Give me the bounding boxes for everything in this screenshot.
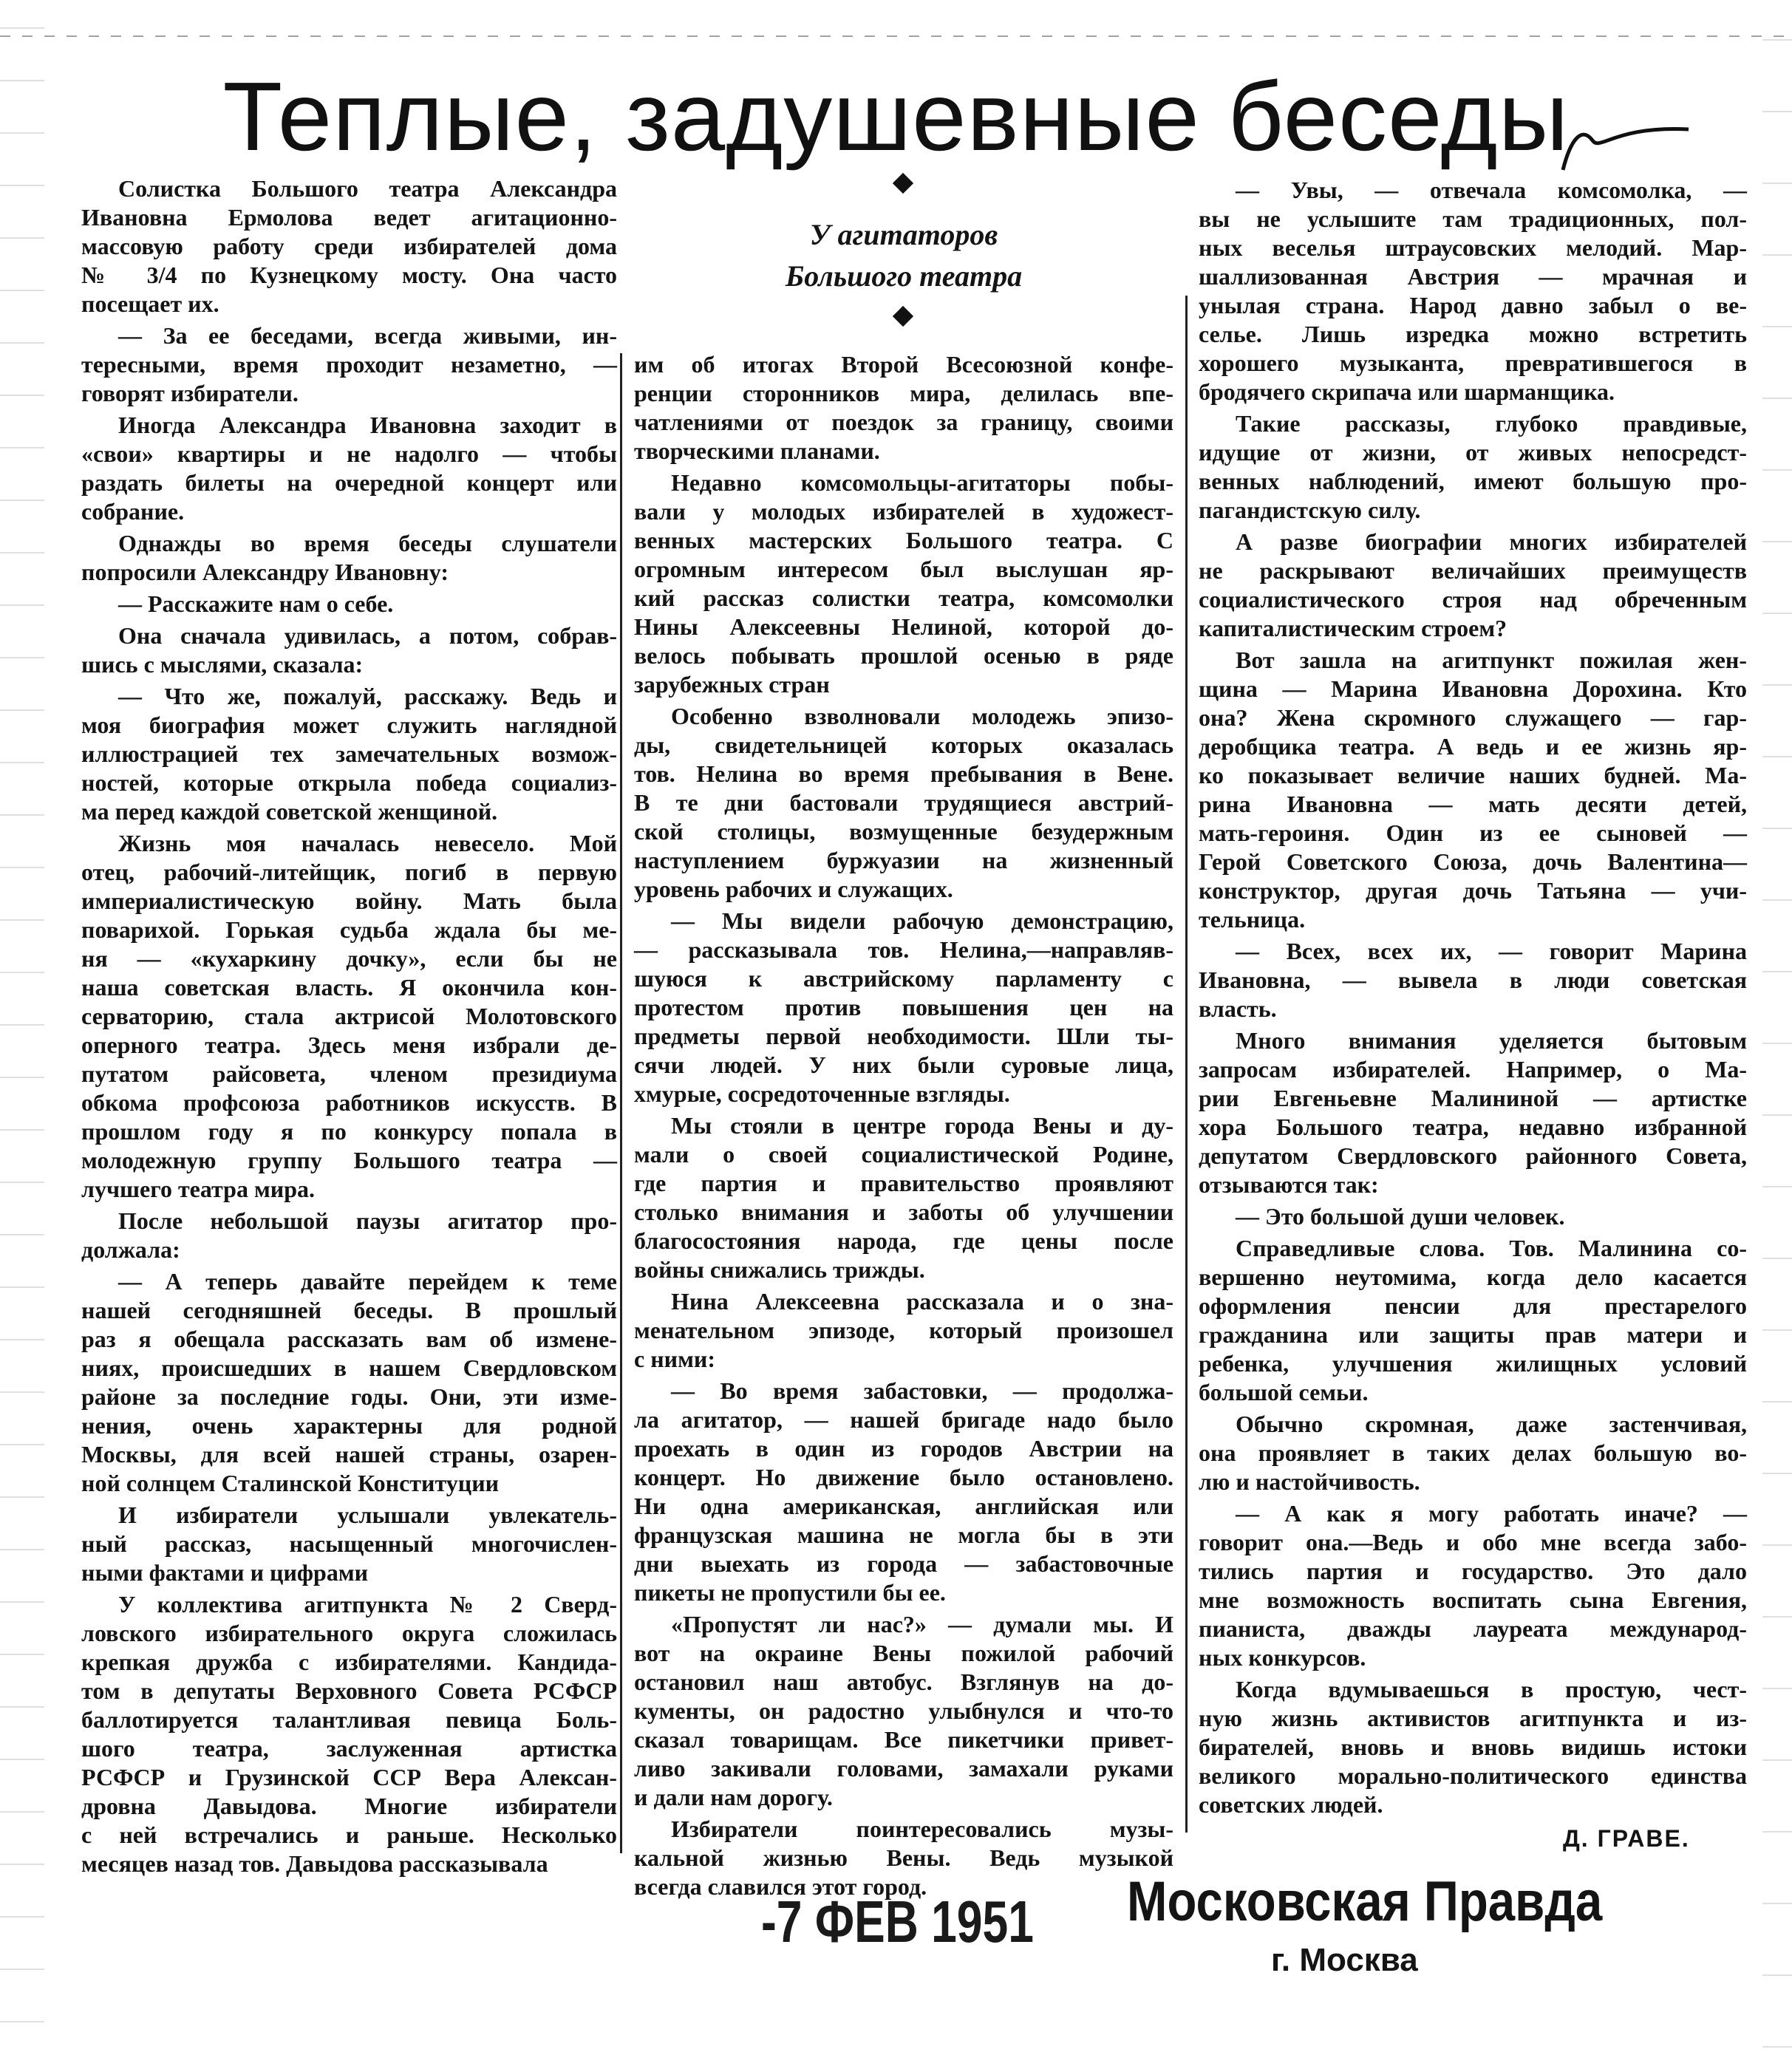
headline: Теплые, задушевные беседы <box>222 62 1570 171</box>
subhead-line-2: Большого театра <box>785 259 1023 293</box>
text-line: серваторию, стала актрисой Молотовского <box>81 1003 617 1029</box>
scan-edge-right <box>1762 0 1792 2069</box>
text-line: иллюстрацией тех замечательных возмож- <box>81 740 617 767</box>
subhead-line-1: У агитаторов <box>809 218 998 251</box>
text-line: отец, рабочий-литейщик, погиб в первую <box>81 859 617 885</box>
text-line: тельница. <box>1199 906 1306 933</box>
text-line: предметы первой необходимости. Шли ты- <box>634 1023 1173 1049</box>
text-line: кальной жизнью Вены. Ведь музыкой <box>634 1844 1173 1871</box>
text-line: молодежную группу Большого театра — <box>81 1147 617 1173</box>
text-line: большой семьи. <box>1199 1379 1369 1405</box>
paragraph <box>1199 1499 1747 1672</box>
paragraph <box>634 1111 1173 1284</box>
scan-edge-left <box>0 0 44 2069</box>
text-line: пианиста, дважды лауреата международ- <box>1199 1615 1747 1642</box>
text-line: — За ее беседами, всегда живыми, ин- <box>118 322 617 349</box>
text-line: баллотируется талантливая певица Боль- <box>81 1706 617 1733</box>
text-line: Особенно взволновали молодежь эпизо- <box>671 703 1173 729</box>
text-line: Ивановна Ермолова ведет агитационно- <box>81 204 617 231</box>
text-line: ную жизнь активистов агитпункта и из- <box>1199 1705 1747 1731</box>
text-line: шаллизованная Австрия — мрачная и <box>1199 263 1747 290</box>
text-line: районе за последние годы. Они, эти изме- <box>81 1383 617 1410</box>
text-line: пагандистскую силу. <box>1199 497 1421 523</box>
text-line: После небольшой паузы агитатор про- <box>118 1207 617 1234</box>
paragraph <box>1199 1202 1747 1231</box>
text-line: Солистка Большого театра Александра <box>118 175 617 202</box>
text-line: отзываются так: <box>1199 1171 1379 1198</box>
text-line: чатлениями от поездок за границу, своими <box>634 409 1173 435</box>
text-line: — Мы видели рабочую демонстрацию, <box>671 907 1173 934</box>
text-line: ла агитатор, — нашей бригаде надо было <box>634 1406 1173 1433</box>
article-column-2 <box>634 350 1173 1904</box>
paragraph <box>1199 1410 1747 1496</box>
text-line: селье. Лишь изредка можно встретить <box>1199 321 1747 347</box>
paragraph <box>81 321 617 408</box>
text-line: — Увы, — отвечала комсомолка, — <box>1236 177 1747 203</box>
paragraph <box>81 1590 617 1878</box>
paragraph <box>1199 937 1747 1023</box>
text-line: ниях, происшедших в нашем Свердловском <box>81 1354 617 1381</box>
text-line: — рассказывала тов. Нелина,—направляв- <box>634 936 1173 963</box>
text-line: «Пропустят ли нас?» — думали мы. И <box>671 1611 1173 1637</box>
text-line: сказал товарищам. Все пикетчики привет- <box>634 1726 1173 1753</box>
text-line: остановил наш автобус. Взглянув на до- <box>634 1669 1173 1695</box>
paragraph <box>81 529 617 587</box>
text-line: протестом против повышения цен на <box>634 994 1173 1020</box>
text-line: — Это большой души человек. <box>1236 1203 1565 1230</box>
text-line: должала: <box>81 1236 180 1263</box>
column-rule <box>620 353 622 1853</box>
text-line: с ней встречались и раньше. Несколько <box>81 1821 617 1848</box>
text-line: Ни одна американская, английская или <box>634 1493 1173 1519</box>
paragraph <box>81 1207 617 1264</box>
clipping-top-edge <box>0 35 1792 37</box>
text-line: говорят избиратели. <box>81 380 299 406</box>
text-line: пикеты не пропустили бы ее. <box>634 1579 946 1606</box>
ornament-diamond-icon <box>893 306 913 327</box>
text-line: ловского избирательного округа сложилась <box>81 1620 617 1646</box>
text-line: бирателей, вновь и вновь видишь истоки <box>1199 1734 1747 1760</box>
text-line: Справедливые слова. Тов. Малинина со- <box>1236 1235 1747 1261</box>
text-line: обкома профсоюза работников искусств. В <box>81 1089 617 1116</box>
text-line: № 3/4 по Кузнецкому мосту. Она часто <box>81 262 617 288</box>
text-line: тились партия и государство. Это дало <box>1199 1558 1747 1584</box>
text-line: Москвы, для всей нашей страны, озарен- <box>81 1441 617 1468</box>
text-line: оперного театра. Здесь меня избрали де- <box>81 1032 617 1058</box>
paragraph <box>81 1501 617 1587</box>
text-line: всегда славился этот город. <box>634 1873 927 1900</box>
text-line: запросам избирателей. Например, о Ма- <box>1199 1056 1747 1083</box>
text-line: империалистическую войну. Мать была <box>81 887 617 914</box>
text-line: уровень рабочих и служащих. <box>634 876 953 902</box>
text-line: хора Большого театра, недавно избранной <box>1199 1114 1747 1140</box>
text-line: она проявляет в таких делах большую во- <box>1199 1439 1747 1466</box>
text-line: дровна Давыдова. Многие избиратели <box>81 1793 617 1819</box>
text-line: менательном эпизоде, который произошел <box>634 1317 1173 1343</box>
paragraph <box>634 1377 1173 1607</box>
text-line: ный рассказ, насыщенный многочислен- <box>81 1530 617 1557</box>
article-column-1 <box>81 174 617 1881</box>
text-line: тересными, время проходит незаметно, — <box>81 351 617 378</box>
paragraph <box>81 411 617 526</box>
text-line: бродячего скрипача или шарманщика. <box>1199 378 1615 405</box>
text-line: шуюся к австрийскому парламенту с <box>634 965 1173 992</box>
text-line: мали о своей социалистической Родине, <box>634 1141 1173 1168</box>
text-line: раздать билеты на очередной концерт или <box>81 469 617 496</box>
column-rule <box>1185 296 1188 1833</box>
text-line: месяцев назад тов. Давыдова рассказывала <box>81 1850 548 1877</box>
text-line: — Всех, всех их, — говорит Марина <box>1236 938 1747 964</box>
text-line: где партия и правительство проявляют <box>634 1170 1173 1196</box>
text-line: Мы стояли в центре города Вены и ду- <box>671 1112 1173 1139</box>
paragraph <box>634 350 1173 466</box>
text-line: Нина Алексеевна рассказала и о зна- <box>671 1288 1173 1315</box>
text-line: наша советская власть. Я окончила кон- <box>81 974 617 1001</box>
text-line: хмурые, сосредоточенные взгляды. <box>634 1080 1010 1107</box>
paragraph <box>1199 409 1747 525</box>
paragraph <box>634 1287 1173 1374</box>
text-line: ностей, которые открыла победа социализ- <box>81 769 617 796</box>
paragraph <box>1199 1675 1747 1819</box>
text-line: И избиратели услышали увлекатель- <box>118 1502 617 1528</box>
text-line: крепкая дружба с избирателями. Кандида- <box>81 1649 617 1675</box>
text-line: Однажды во время беседы слушатели <box>118 530 617 556</box>
text-line: массовую работу среди избирателей дома <box>81 233 617 259</box>
text-line: лучшего театра мира. <box>81 1176 315 1202</box>
text-line: Жизнь моя началась невесело. Мой <box>118 830 617 856</box>
text-line: ными фактами и цифрами <box>81 1559 369 1586</box>
text-line: Нины Алексеевны Нелиной, которой до- <box>634 613 1173 640</box>
text-line: столько внимания и заботы об улучшении <box>634 1199 1173 1225</box>
text-line: поварихой. Горькая судьба ждала бы ме- <box>81 916 617 943</box>
text-line: тов. Нелина во время пребывания в Вене. <box>634 760 1173 787</box>
paragraph <box>81 621 617 679</box>
paragraph <box>634 702 1173 904</box>
text-line: том в депутаты Верховного Совета РСФСР <box>81 1677 617 1704</box>
text-line: войны снижались трижды. <box>634 1256 925 1283</box>
text-line: великого морально-политического единства <box>1199 1762 1747 1789</box>
text-line: зарубежных стран <box>634 671 830 698</box>
text-line: нения, очень характерны для родной <box>81 1412 617 1439</box>
text-line: ской столицы, возмущенные безудержным <box>634 818 1173 845</box>
text-line: Недавно комсомольцы-агитаторы побы- <box>671 469 1173 496</box>
text-line: ных конкурсов. <box>1199 1644 1366 1671</box>
text-line: Иногда Александра Ивановна заходит в <box>118 412 617 438</box>
text-line: рина Ивановна — мать десяти детей, <box>1199 791 1747 817</box>
text-line: собрание. <box>81 498 185 525</box>
paragraph <box>81 590 617 618</box>
paragraph <box>1199 1234 1747 1407</box>
text-line: «свои» квартиры и не надолго — чтобы <box>81 440 617 467</box>
paragraph <box>81 1267 617 1498</box>
text-line: наступлением буржуазии на жизненный <box>634 847 1173 873</box>
text-line: сячи людей. У них были суровые лица, <box>634 1051 1173 1078</box>
newspaper-city: г. Москва <box>1271 1942 1418 1978</box>
text-line: попросили Александру Ивановну: <box>81 559 449 585</box>
text-line: ной солнцем Сталинской Конституции <box>81 1470 500 1496</box>
text-line: вот на окраине Вены пожилой рабочий <box>634 1640 1173 1666</box>
text-line: ня — «кухаркину дочку», если бы не <box>81 945 617 972</box>
date-stamp: -7 ФЕВ 1951 <box>761 1889 1034 1954</box>
pen-mark-icon <box>1548 96 1696 177</box>
ornament-diamond-icon <box>893 173 913 194</box>
text-line: Много внимания уделяется бытовым <box>1236 1027 1747 1054</box>
text-line: благосостояния народа, где цены после <box>634 1227 1173 1254</box>
text-line: лю и настойчивость. <box>1199 1468 1420 1495</box>
newspaper-name: Московская Правда <box>1127 1870 1603 1933</box>
text-line: ребенка, улучшения жилищных условий <box>1199 1350 1747 1377</box>
paragraph <box>634 1610 1173 1812</box>
text-line: мне возможность воспитать сына Евгения, <box>1199 1586 1747 1613</box>
text-line: Герой Советского Союза, дочь Валентина— <box>1199 848 1747 875</box>
paragraph <box>1199 1026 1747 1199</box>
text-line: шись с мыслями, сказала: <box>81 651 364 678</box>
text-line: проехать в один из городов Австрии на <box>634 1435 1173 1462</box>
text-line: огромным интересом был выслушан яр- <box>634 556 1173 582</box>
text-line: ма перед каждой советской женщиной. <box>81 798 498 825</box>
text-line: шого театра, заслуженная артистка <box>81 1735 617 1762</box>
text-line: В те дни бастовали трудящиеся австрий- <box>634 789 1173 816</box>
text-line: рии Евгеньевне Малининой — артистке <box>1199 1085 1747 1111</box>
text-line: Вот зашла на агитпункт пожилая жен- <box>1236 647 1747 673</box>
text-line: не раскрывают величайших преимуществ <box>1199 557 1747 584</box>
text-line: кий рассказ солистки театра, комсомолки <box>634 584 1173 611</box>
text-line: мать-героиня. Один из ее сыновей — <box>1199 819 1747 846</box>
text-line: французская машина не могла бы в эти <box>634 1521 1173 1548</box>
text-line: деробщика театра. А ведь и ее жизнь яр- <box>1199 733 1747 760</box>
text-line: ливо закивали головами, замахали руками <box>634 1755 1173 1782</box>
text-line: ренции сторонников мира, делилась впе- <box>634 380 1173 406</box>
text-line: У коллектива агитпункта № 2 Сверд- <box>118 1591 617 1618</box>
text-line: депутатом Свердловского районного Совета, <box>1199 1142 1747 1169</box>
text-line: Обычно скромная, даже застенчивая, <box>1236 1411 1747 1437</box>
text-line: Такие рассказы, глубоко правдивые, <box>1236 410 1747 437</box>
text-line: советских людей. <box>1199 1791 1383 1818</box>
text-line: А разве биографии многих избирателей <box>1236 528 1747 555</box>
text-line: моя биография может служить наглядной <box>81 712 617 738</box>
text-line: вы не услышите там традиционных, пол- <box>1199 205 1747 232</box>
text-line: нашей сегодняшней беседы. В прошлый <box>81 1297 617 1323</box>
text-line: кументы, он радостно улыбнулся и что-то <box>634 1697 1173 1724</box>
text-line: — Расскажите нам о себе. <box>118 590 394 617</box>
text-line: ных веселья штраусовских мелодий. Мар- <box>1199 234 1747 261</box>
text-line: путатом райсовета, членом президиума <box>81 1060 617 1087</box>
paragraph <box>1199 646 1747 934</box>
text-line: прошлом году я по конкурсу попала в <box>81 1118 617 1145</box>
paragraph <box>81 829 617 1204</box>
text-line: творческими планами. <box>634 437 880 464</box>
text-line: ко показывает величие наших будней. Ма- <box>1199 762 1747 788</box>
text-line: — Что же, пожалуй, расскажу. Ведь и <box>118 683 617 709</box>
text-line: Ивановна, — вывела в люди советская <box>1199 967 1747 993</box>
paragraph <box>634 468 1173 699</box>
text-line: венных мастерских Большого театра. С <box>634 527 1173 553</box>
text-line: ды, свидетельницей которых оказалась <box>634 732 1173 758</box>
text-line: гражданина или защиты прав матери и <box>1199 1321 1747 1348</box>
text-line: — А теперь давайте перейдем к теме <box>118 1268 617 1295</box>
text-line: — А как я могу работать иначе? — <box>1236 1500 1747 1527</box>
text-line: венных наблюдений, имеют большую про- <box>1199 468 1747 494</box>
paragraph <box>634 907 1173 1108</box>
paragraph <box>81 682 617 826</box>
text-line: хорошего музыканта, превратившегося в <box>1199 350 1747 376</box>
paragraph <box>1199 528 1747 643</box>
text-line: раз я обещала рассказать вам об измене- <box>81 1326 617 1352</box>
text-line: им об итогах Второй Всесоюзной конфе- <box>634 351 1173 378</box>
text-line: дни выехать из города — забастовочные <box>634 1550 1173 1577</box>
text-line: капиталистическим строем? <box>1199 615 1507 641</box>
text-line: вершенно неутомима, когда дело касается <box>1199 1264 1747 1290</box>
text-line: — Во время забастовки, — продолжа- <box>671 1377 1173 1404</box>
article-column-3 <box>1199 176 1747 1822</box>
text-line: конструктор, другая дочь Татьяна — учи- <box>1199 877 1747 904</box>
text-line: оформления пенсии для престарелого <box>1199 1292 1747 1319</box>
text-line: и дали нам дорогу. <box>634 1784 833 1810</box>
text-line: щина — Марина Ивановна Дорохина. Кто <box>1199 675 1747 702</box>
text-line: Когда вдумываешься в простую, чест- <box>1236 1676 1747 1702</box>
text-line: говорит она.—Ведь и обо мне всегда забо- <box>1199 1529 1747 1555</box>
text-line: вали у молодых избирателей в художест- <box>634 498 1173 525</box>
text-line: концерт. Но движение было остановлено. <box>634 1464 1173 1490</box>
text-line: Избиратели поинтересовались музы- <box>671 1816 1173 1842</box>
text-line: посещает их. <box>81 290 219 317</box>
text-line: велось побывать прошлой осенью в ряде <box>634 642 1173 669</box>
text-line: Она сначала удивилась, а потом, собрав- <box>118 622 617 649</box>
text-line: власть. <box>1199 995 1277 1022</box>
text-line: она? Жена скромного служащего — гар- <box>1199 704 1747 731</box>
paragraph <box>1199 176 1747 406</box>
paragraph <box>81 174 617 318</box>
text-line: социалистического строя над обреченным <box>1199 586 1747 613</box>
text-line: идущие от жизни, от живых непосредст- <box>1199 439 1747 466</box>
text-line: с ними: <box>634 1346 715 1372</box>
text-line: унылая страна. Народ давно забыл о ве- <box>1199 292 1747 318</box>
text-line: РСФСР и Грузинской ССР Вера Алексан- <box>81 1764 617 1790</box>
byline: Д. ГРАВЕ. <box>1563 1825 1690 1852</box>
